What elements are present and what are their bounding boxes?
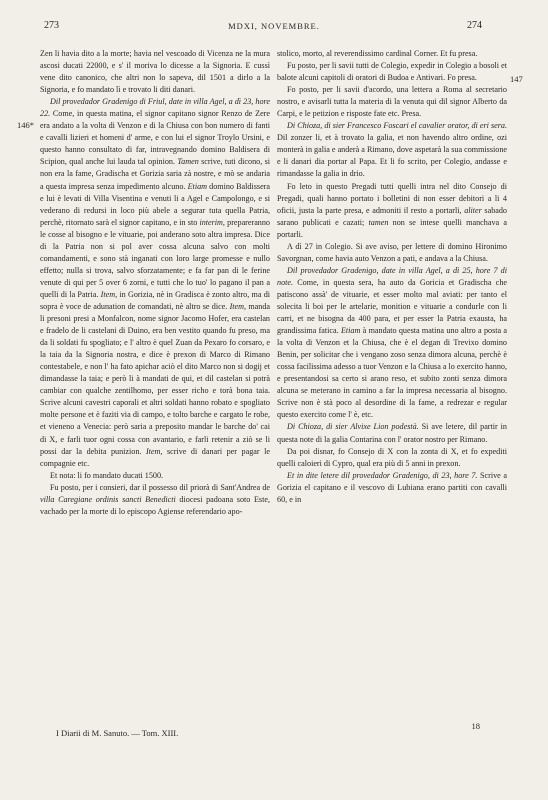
- italic-run: Et in dite letere dil provedador Gradenigo, di 23, hore 7.: [287, 470, 478, 480]
- page-header: [0, 20, 548, 36]
- italic-run: Item,: [145, 446, 163, 456]
- italic-run: Dil provedador Gradenigo, date in villa Agel, a dì 25, hore 7 di note.: [277, 265, 507, 287]
- italic-run: Dil provedador Gradenigo di Friul, date in villa Agel, a dì 23, hore 22.: [40, 97, 270, 119]
- left-margin-note: 146*: [17, 120, 34, 130]
- text-run: Scrive a Gorizia el capitano e il vescovo di Lubiana erano partiti con cavalli 60, e in: [277, 470, 507, 504]
- text-run: Fo posto, per li savii d'acordo, una lettera a Roma al secretario nostro, e avisarli tutta la materia di la venuta qui dil signor Alberto da Carpi, e le petizion e risposte fate etc. Presa.: [277, 85, 507, 119]
- left-page-number: 273: [44, 20, 59, 31]
- left-column: [40, 48, 270, 518]
- paragraph: [277, 48, 507, 60]
- right-page-number: 274: [467, 20, 482, 31]
- text-run: Si ave letere, dil partir in questa note di la galia Contarina con l' orator nostro per Rimano.: [277, 422, 507, 444]
- italic-run: Di Chioza, di sier Francesco Foscari el cavalier orator, di eri sera.: [287, 121, 507, 131]
- italic-run: Item,: [100, 289, 118, 299]
- paragraph: [277, 421, 507, 445]
- paragraph: [277, 120, 507, 180]
- paragraph: [277, 84, 507, 120]
- italic-run: Tamen: [177, 157, 199, 167]
- italic-run: aliter: [464, 205, 482, 215]
- paragraph: [40, 96, 270, 469]
- paragraph: [40, 470, 270, 482]
- paragraph: [277, 265, 507, 422]
- text-run: A dì 27 in Colegio. Si ave aviso, per lettere di domino Hironimo Savorgnan, come havia auto Venzon a pati, e andava a la Chiusa.: [277, 241, 507, 263]
- text-run: diocesi padoana soto Este, vachado per la morte di lo episcopo Agiense referendario apo-: [40, 494, 270, 516]
- italic-run: villa Caregiane ordinis sancti Benedicti: [40, 494, 176, 504]
- text-run: Et nota: li fo mandato ducati 1500.: [50, 470, 164, 480]
- paragraph: [277, 60, 507, 84]
- text-run: Dil zonzer li, et à trovato la galia, et non havendo altro ordine, ozi monterà in galia e anderà a Rimano, dove aspetarà la sua commissione e li danari dia portar al Papa. Et li fo scrito, per Colegio, andasse e rimandasse la galia in drio.: [277, 133, 507, 179]
- text-run: à mandato questa matina uno altro a posta a la volta di Venzon et la Chiusa, che è el degan di Trevixo domino Benin, per solicitar che i vengano zoso senza dimora alcuna, perchè è cossa facilissima adesso a tuor Venzon e la Chiusa a lo exercito hanno, e presentandosi sa certo si arano reso, et subito zonti senza dimora alcuna se meterano in camino a far la impresa necessaria al bisogno. Scrive non è stà poco al desordine di la fame, a redrezar e regular questo exercito come l' è, etc.: [277, 326, 508, 420]
- text-run: non se intese quelli manchava a portarli.: [277, 217, 507, 239]
- italic-run: Di Chioza, di sier Alvixe Lion podestà.: [287, 422, 419, 432]
- text-run: manda li presoni presi a Monfalcon, nome signor Jacomo Hofer, era castelan e fradelo de li castelani di Duino, era ben vestito quando fu preso, ma da li soldati fu spogliato; e l' altro è quel Zuan da Pexaro fo corsaro, e la taia da la Signoria nostra, e dice è prexon di Marco di Rimano contestabele, e non l' ha fato apichar aciò el dito Marco non si dogij et dimandasse la taia; e però li à mandati de qui, et dil castelan si potrà cambiar con qualche zentilhomo, per esser richo e torà bona taia. Scrive alcuni cavestri caporali et altri soldati hanno robato e spogliato molte persone et è faziti via di campo, e tolto barche e cargato le robe, et vieneno a Venecia: però saria a preposito mandar le barche do' cai di X, e farli tuor ogni cossa con avantario, e farli retenir a ziò se li possi dar la debita punizion.: [40, 301, 270, 456]
- paragraph: [40, 48, 270, 96]
- italic-run: Item,: [229, 301, 247, 311]
- running-title: MDXI, NOVEMBRE.: [228, 21, 320, 31]
- text-run: Fo leto in questo Pregadi tutti quelli intra nel dito Consejo di Pregadi, quali hanno portato i bolletini di non esser debitori a li 4 oficii, justa la parte presa, e admoniti il resto a portarli,: [277, 181, 507, 215]
- text-run: Fu posto, per i consieri, dar il possesso dil priorà di Sant'Andrea de: [50, 482, 270, 492]
- right-column: [277, 48, 507, 506]
- text-run: Come, in questa sera, ha auto da Goricia et Gradischa che patiscono assà' de vituarie, et esser molto mal aviati: per tanto el solecita li boi per le artelarie, monition e vituarie a condurle con li carri, et ne bisogna da 400 para, et per esser la Patria exausta, ha grandissima fatica.: [277, 277, 507, 336]
- text-run: prepareranno le cosse al bisogno e le vituarie, poi anderano soto altra impresa. Dice di la Patria non si pol aver cossa alcuna salvo con molti comandamenti, e sono stà inganati con loro large promesse e nullo effetto; nulla si trova, salvo sforzatamente; e fa far pan di le ferine venute di qui per 5 over 6 zorni, e tutti che lo tuo' lo pagano il pan a quelli di la Patria.: [40, 217, 270, 299]
- paragraph: [40, 482, 270, 518]
- italic-run: tamen: [368, 217, 389, 227]
- italic-run: interim,: [199, 217, 225, 227]
- text-run: Zen li havia dito a la morte; havia nel vescoado di Vicenza ne la mura ascosi ducati 22000, e s' il moriva lo dicesse a la Signoria. E cussì vene dito canonico, che altri non lo sapeva, dil 1501 a dirlo a la Signoria, e fo mandato lì e trovato li diti danari.: [40, 49, 270, 95]
- italic-run: Etiam: [340, 326, 361, 336]
- text-run: Fu posto, per li savii tutti de Colegio, expedir in Colegio a bosoli et balote alcuni capitoli di oratori di Budoa e Antivari. Fo presa.: [277, 61, 507, 83]
- italic-run: Etiam: [187, 181, 208, 191]
- text-run: stolico, morto, al reverendissimo cardinal Corner. Et fu presa.: [277, 49, 478, 58]
- text-run: sabado sarano publicati e cazati;: [277, 205, 507, 227]
- footer-signature: 18: [471, 721, 480, 731]
- paragraph: [277, 241, 507, 265]
- text-run: Da poi disnar, fo Consejo di X con la zonta di X, et fo expediti quelli caloieri di Cypro, qual era più di 5 anni in prexon.: [277, 446, 507, 468]
- paragraph: [277, 446, 507, 470]
- text-run: in Gorizia, nè in Gradisca è zonto altro, ma di sopra è voce de adunation de comandati, nè altro se dice.: [40, 289, 271, 311]
- right-margin-note: 147: [510, 74, 523, 84]
- paragraph: [277, 181, 507, 241]
- footer-citation: I Diarii di M. Sanuto. — Tom. XIII.: [56, 728, 179, 738]
- paragraph: [277, 470, 507, 506]
- text-run: scrive, tuti dicono, si non era la fame, Gradischa et Gorizia saria zà nostre, e mò se andaria a questa impresa senza impedimento alcuno.: [40, 157, 270, 191]
- text-run: domino Baldissera e lui è levati di Villa Visentina e venuti li a Agel e Campolongo, e si vederano di redursi in loco più abele a segurar tuta quella Patria, perchè, ritornato sarà el signor capitano, e in sto: [40, 181, 270, 227]
- text-run: scrive di danari per pagar le compagnie etc.: [40, 446, 270, 468]
- text-run: Come, in questa matina, el signor capitano signor Renzo de Zere era andato a la volta di Venzon e di la Chiusa con bon numero di fanti e cavalli lizieri et homeni d' arme, e con lui el signor Troylo Ursini, e questo hanno consultato di far, intravegnando domino Baldisera di Scipion, qual anche lui lauda tal opinion.: [40, 109, 270, 167]
